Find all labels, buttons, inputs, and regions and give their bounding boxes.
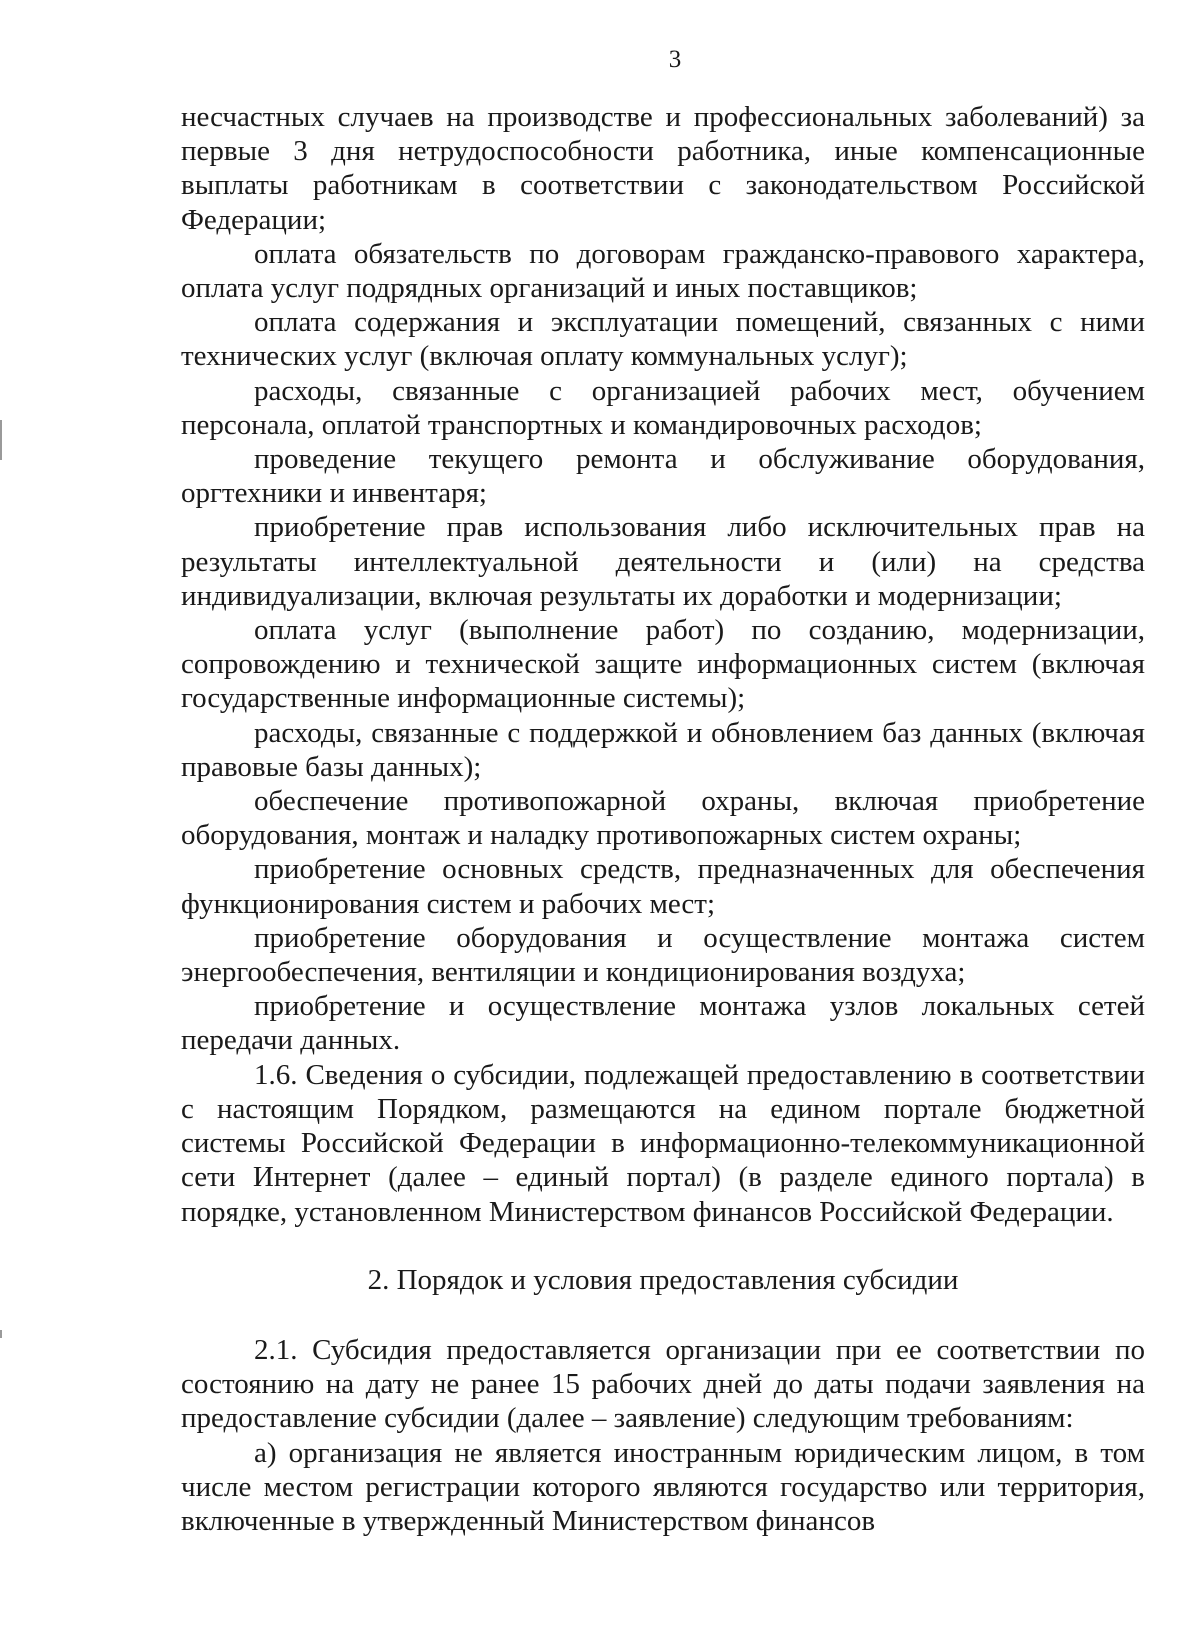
paragraph: приобретение и осуществление монтажа узлов локальных сетей передачи данных. [181, 990, 1145, 1057]
paragraph: проведение текущего ремонта и обслуживание оборудования, оргтехники и инвентаря; [181, 443, 1145, 510]
paragraph: расходы, связанные с организацией рабочих мест, обучением персонала, оплатой транспортных и командировочных расходов; [181, 374, 1145, 441]
paragraph: приобретение оборудования и осуществление монтажа систем энергообеспечения, вентиляции и кондиционирования воздуха; [181, 921, 1145, 989]
paragraph: обеспечение противопожарной охраны, включая приобретение оборудования, монтаж и наладку противопожарных систем охраны; [181, 785, 1145, 852]
paragraph: оплата обязательств по договорам гражданско-правового характера, оплата услуг подрядных организаций и иных поставщиков; [181, 237, 1145, 305]
paragraph: оплата содержания и эксплуатации помещений, связанных с ними технических услуг (включая оплату коммунальных услуг); [181, 306, 1145, 373]
paragraph-continuation: несчастных случаев на производстве и профессиональных заболеваний) за первые 3 дня нетрудоспособности работника, иные компенсационные выплаты работникам в соответствии с законодательством Российской Федерации; [181, 101, 1145, 236]
paragraph: оплата услуг (выполнение работ) по созданию, модернизации, сопровождению и технической защите информационных систем (включая государственные информационные системы); [181, 614, 1145, 715]
section-heading: 2. Порядок и условия предоставления субсидии [367, 1263, 959, 1296]
paragraph: приобретение прав использования либо исключительных прав на результаты интеллектуальной деятельности и (или) на средства индивидуализации, включая результаты их доработки и модернизации; [181, 511, 1145, 612]
paragraph-clause-2-1: 2.1. Субсидия предоставляется организации при ее соответствии по состоянию на дату не ранее 15 рабочих дней до даты подачи заявления на предоставление субсидии (далее – заявление) следующим требованиям: [181, 1333, 1145, 1435]
scan-edge-mark [0, 420, 2, 460]
page-number: 3 [668, 46, 682, 73]
paragraph: приобретение основных средств, предназначенных для обеспечения функционирования систем и рабочих мест; [181, 853, 1145, 920]
paragraph-subclause-a: а) организация не является иностранным юридическим лицом, в том числе местом регистрации которого являются государство или территория, включенные в утвержденный Министерством финансов [181, 1436, 1145, 1537]
paragraph-clause-1-6: 1.6. Сведения о субсидии, подлежащей предоставлению в соответствии с настоящим Порядком, размещаются на едином портале бюджетной системы Российской Федерации в информационно-телекоммуникационной сети Интернет (далее – единый портал) (в разделе единого портала) в порядке, установленном Министерством финансов Российской Федерации. [181, 1058, 1145, 1228]
document-body [181, 100, 1145, 1538]
scan-edge-mark [0, 1330, 2, 1338]
paragraph: расходы, связанные с поддержкой и обновлением баз данных (включая правовые базы данных); [181, 716, 1145, 783]
